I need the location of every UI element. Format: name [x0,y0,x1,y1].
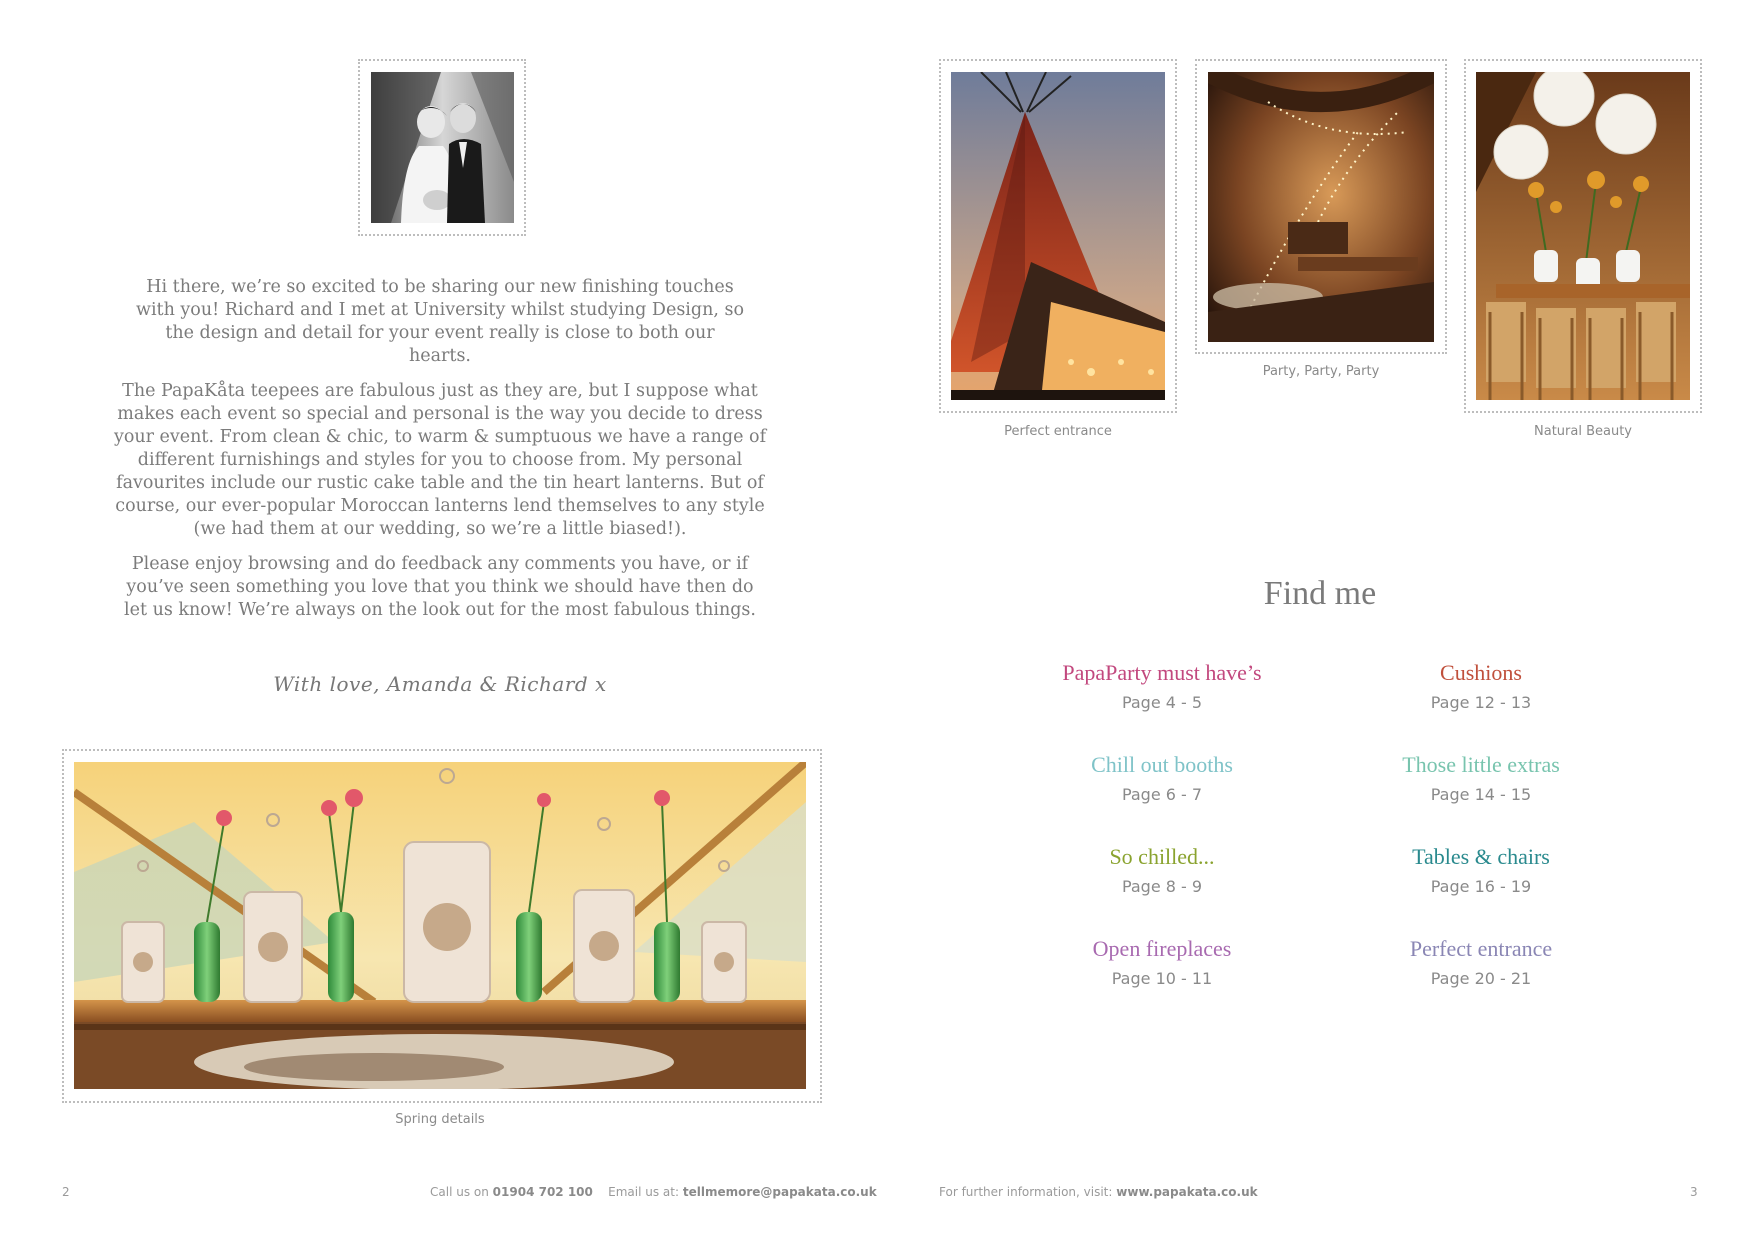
toc-item-pages: Page 12 - 13 [1430,693,1532,712]
caption-perfect-entrance: Perfect entrance [1004,424,1112,439]
email-label: Email us at: [608,1185,680,1199]
info-footer [939,1185,1258,1199]
intro-text [110,276,770,634]
toc-item-open-fireplaces[interactable] [992,935,1332,988]
toc-item-title: So chilled... [1109,844,1215,869]
email-link[interactable]: tellmemore@papakata.co.uk [682,1185,877,1199]
toc-item-little-extras[interactable] [1311,751,1651,804]
page-number-right: 3 [1690,1185,1698,1199]
caption-spring-details: Spring details [395,1112,485,1127]
toc-item-pages: Page 16 - 19 [1430,877,1532,896]
toc-item-title: Cushions [1440,660,1522,685]
page-number-left: 2 [62,1185,70,1199]
toc-item-so-chilled[interactable] [992,843,1332,896]
contact-footer [430,1185,877,1199]
party-photo [1208,72,1434,342]
toc-item-cushions[interactable] [1311,659,1651,712]
toc-item-pages: Page 8 - 9 [1121,877,1203,896]
intro-paragraph-1: Hi there, we’re so excited to be sharing our new finishing touches with you! Richard and I met at University whilst studying Design, so the design and detail for your event really is close to both our hearts. [135,277,745,366]
toc-item-title: Those little extras [1402,752,1560,777]
intro-paragraph-3: Please enjoy browsing and do feedback any comments you have, or if you’ve seen something you love that you think we should have then do let us know! We’re always on the look out for the most fabulous things. [124,554,756,620]
caption-party: Party, Party, Party [1262,364,1380,379]
wedding-portrait-photo [371,72,514,223]
toc-item-title: Open fireplaces [1092,936,1232,961]
toc-item-pages: Page 6 - 7 [1121,785,1203,804]
toc-item-title: Chill out booths [1091,752,1233,777]
info-label: For further information, visit: [939,1185,1113,1199]
call-label: Call us on [430,1185,489,1199]
toc-item-perfect-entrance[interactable] [1311,935,1651,988]
toc-item-pages: Page 20 - 21 [1430,969,1532,988]
signature: With love, Amanda & Richard x [273,672,607,696]
toc-item-pages: Page 14 - 15 [1430,785,1532,804]
phone-number: 01904 702 100 [492,1185,593,1199]
intro-paragraph-2: The PapaKåta teepees are fabulous just as they are, but I suppose what makes each event so special and personal is the way you decide to dress your event. From clean & chic, to warm & sumptuous we have a range of different furnishings and styles for you to choose from. My personal favourites include our rustic cake table and the tin heart lanterns. But of course, our ever-popular Moroccan lanterns lend themselves to any style (we had them at our wedding, so we’re a little biased!). [113,381,767,539]
perfect-entrance-photo [951,72,1165,400]
caption-natural-beauty: Natural Beauty [1534,424,1632,439]
toc-item-title: Perfect entrance [1409,936,1553,961]
website-link[interactable]: www.papakata.co.uk [1116,1185,1258,1199]
toc-item-pages: Page 10 - 11 [1111,969,1213,988]
toc-item-tables-chairs[interactable] [1311,843,1651,896]
toc-item-chill-out-booths[interactable] [992,751,1332,804]
find-me-title: Find me [1263,575,1377,612]
spring-details-photo [74,762,806,1089]
toc-item-title: PapaParty must have’s [1062,660,1262,685]
toc-item-papaparty[interactable] [992,659,1332,712]
natural-beauty-photo [1476,72,1690,400]
toc-item-pages: Page 4 - 5 [1121,693,1203,712]
toc-item-title: Tables & chairs [1412,844,1550,869]
